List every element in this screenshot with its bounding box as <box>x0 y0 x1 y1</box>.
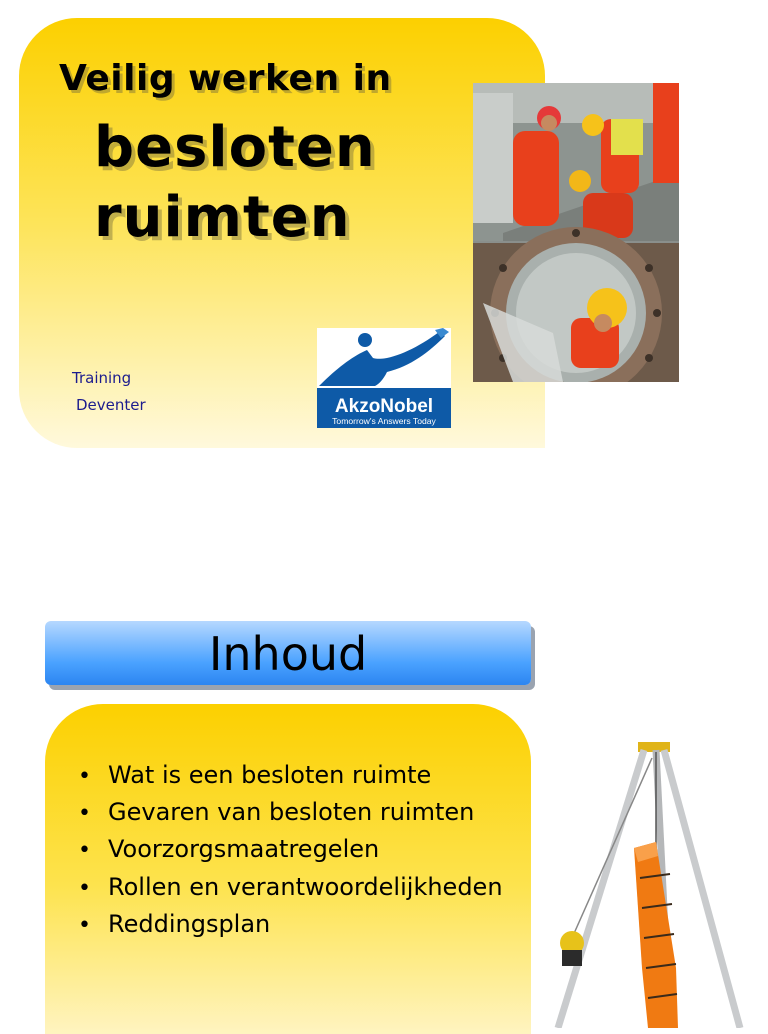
bullet-icon: • <box>78 764 91 789</box>
list-item <box>78 794 503 831</box>
title-line-1: Veilig werken in <box>59 58 392 99</box>
title-line-3: ruimten <box>94 185 351 250</box>
contents-list <box>78 757 503 943</box>
list-item-text: Reddingsplan <box>108 909 271 938</box>
subtitle-training: Training <box>72 369 132 387</box>
contents-heading-text: Inhoud <box>208 627 368 681</box>
title-line-2: besloten <box>94 115 376 180</box>
subtitle-location: Deventer <box>76 396 146 414</box>
list-item <box>78 869 503 906</box>
rescue-tripod-illustration <box>544 738 754 1028</box>
bullet-icon: • <box>78 912 91 938</box>
akzonobel-tagline: Tomorrow's Answers Today <box>332 416 436 426</box>
contents-heading <box>45 621 531 685</box>
bullet-icon: • <box>78 875 91 901</box>
list-item-text: Wat is een besloten ruimte <box>108 761 432 789</box>
akzonobel-wordmark: AkzoNobel <box>334 396 434 417</box>
list-item <box>78 906 503 943</box>
list-item-text: Voorzorgsmaatregelen <box>108 835 380 864</box>
list-item <box>78 831 503 868</box>
bullet-icon: • <box>78 838 91 864</box>
workers-photo <box>473 83 679 382</box>
list-item-text: Gevaren van besloten ruimten <box>108 798 475 827</box>
bullet-icon: • <box>78 801 91 827</box>
akzonobel-logo <box>317 328 451 428</box>
list-item-text: Rollen en verantwoordelijkheden <box>108 872 503 901</box>
list-item <box>78 757 503 794</box>
